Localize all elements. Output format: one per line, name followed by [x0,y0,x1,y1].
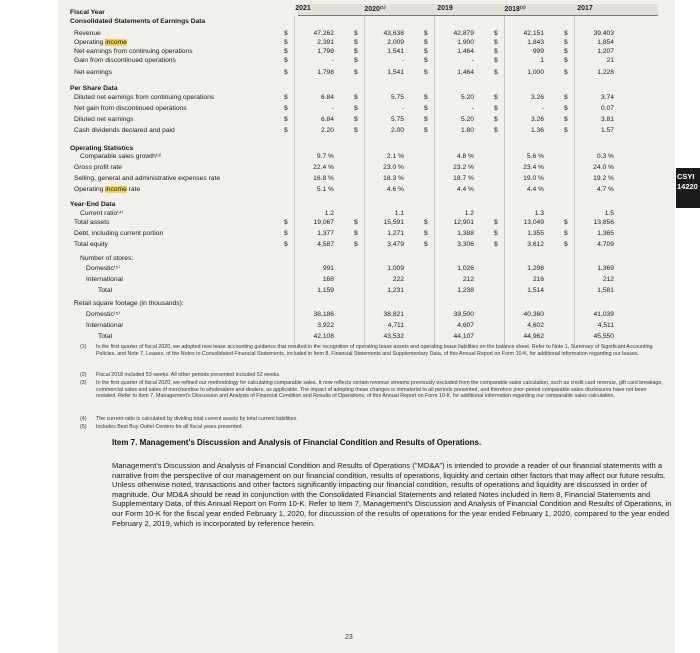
table-cell: 23.0 % [383,164,404,171]
table-cell: 44,962 [523,333,544,340]
table-cell: 222 [392,276,404,283]
table-cell: 43,638 [383,30,404,37]
table-cell: 39,500 [453,311,474,318]
currency-symbol: $ [424,48,428,55]
table-cell: 23.4 % [523,164,544,171]
table-cell: 4.4 % [526,186,544,193]
currency-symbol: $ [564,105,568,112]
table-cell: 19.2 % [593,175,614,182]
currency-symbol: $ [354,48,358,55]
table-cell: 1,854 [597,39,614,46]
table-cell: 1,377 [317,230,334,237]
table-cell: 3.26 [530,116,544,123]
currency-symbol: $ [494,69,498,76]
table-cell: 1,009 [387,265,404,272]
footnote-4: The current ratio is calculated by dividing total current assets by total current liabilities. [96,416,298,422]
currency-symbol: $ [494,57,498,64]
table-cell: 1,271 [387,230,404,237]
table-cell: 212 [462,276,474,283]
table-cell: 16.8 % [313,175,334,182]
row-label: International [86,276,123,283]
page-number: 23 [345,634,353,641]
table-cell: 19.0 % [523,175,544,182]
table-cell: 21 [606,57,614,64]
row-label: Current ratio⁽⁴⁾ [80,210,124,217]
table-cell: 0.3 % [596,153,614,160]
currency-symbol: $ [354,69,358,76]
year-header: 2018⁽²⁾ [504,6,526,13]
currency-symbol: $ [424,127,428,134]
section-operating-statistics: Operating Statistics [70,145,134,152]
currency-symbol: $ [494,241,498,248]
table-cell: 1,464 [457,48,474,55]
currency-symbol: $ [284,241,288,248]
table-cell: 2,391 [317,39,334,46]
currency-symbol: $ [354,30,358,37]
table-cell: 2.1 % [386,153,404,160]
row-label [74,39,127,47]
table-cell: 1.1 [394,210,404,217]
footnote-number: (4) [80,416,87,422]
currency-symbol: $ [354,94,358,101]
row-label [74,186,140,194]
header-rule [298,15,658,16]
table-cell: 6.84 [320,116,334,123]
currency-symbol: $ [564,57,568,64]
currency-symbol: $ [564,94,568,101]
table-cell: 0.07 [600,105,614,112]
table-cell: 1,298 [527,265,544,272]
table-cell: 40,360 [523,311,544,318]
currency-symbol: $ [354,57,358,64]
side-tag-line: CSYI [677,172,695,181]
currency-symbol: $ [354,127,358,134]
currency-symbol: $ [424,105,428,112]
currency-symbol: $ [564,116,568,123]
table-cell: 1,369 [597,265,614,272]
table-cell: 1,798 [317,48,334,55]
currency-symbol: $ [424,69,428,76]
currency-symbol: $ [354,116,358,123]
currency-symbol: $ [284,105,288,112]
currency-symbol: $ [284,219,288,226]
table-cell: 1,231 [387,287,404,294]
table-cell: - [471,105,474,112]
table-cell: 1.5 [604,210,614,217]
side-tag [676,168,700,208]
row-label: Revenue [74,30,101,37]
search-highlight: income [105,39,127,46]
currency-symbol: $ [494,127,498,134]
table-cell: 38,821 [383,311,404,318]
table-cell: 1.80 [460,127,474,134]
footnote-number: (3) [80,380,87,386]
currency-symbol: $ [284,39,288,46]
table-cell: 2,009 [387,39,404,46]
table-cell: 5.75 [390,94,404,101]
table-cell: 1,843 [527,39,544,46]
row-label: Cash dividends declared and paid [74,127,175,134]
table-cell: 43,532 [383,333,404,340]
currency-symbol: $ [564,39,568,46]
table-cell: 4,711 [387,322,404,329]
table-cell: 3,612 [527,241,544,248]
currency-symbol: $ [284,48,288,55]
table-cell: 2.20 [320,127,334,134]
footnote-3: In the first quarter of fiscal 2020, we refined our methodology for calculating comparable sales. It now reflects certain revenue streams previously excluded from the comparable sales calculation, such as credit card revenue, gift card breakage, commercial sales and sales of merchandise to wholesalers and dealers, as applicable. The impact of adopting these changes is immaterial to all periods presented, and therefore prior-period comparable sales disclosures have not been restated. Refer to Item 7, Management's Discussion and Analysis of Financial Condition and Results of Operations, of this Annual Report on Form 10-K, for additional information regarding our comparable sales calculation. [96,380,663,400]
currency-symbol: $ [424,30,428,37]
currency-symbol: $ [284,30,288,37]
row-label: Diluted net earnings [74,116,134,123]
currency-symbol: $ [354,105,358,112]
fiscal-year-label: Fiscal Year [70,9,105,16]
footnote-number: (1) [80,344,87,350]
currency-symbol: $ [564,241,568,248]
table-cell: 44,107 [453,333,474,340]
table-cell: 4.7 % [596,186,614,193]
table-cell: 18.7 % [453,175,474,182]
table-cell: 168 [322,276,334,283]
table-cell: 3.81 [600,116,614,123]
table-cell: 47,262 [313,30,334,37]
currency-symbol: $ [284,69,288,76]
table-cell: - [331,105,334,112]
table-cell: 4.8 % [456,153,474,160]
row-label-text: Operating [74,186,106,193]
currency-symbol: $ [564,48,568,55]
table-cell: 9.7 % [316,153,334,160]
row-label: Gross profit rate [74,164,122,171]
row-label: Net gain from discontinued operations [74,105,187,112]
table-cell: 999 [532,48,544,55]
table-cell: 3,306 [457,241,474,248]
table-cell: 5.20 [460,116,474,123]
table-cell: 3,479 [387,241,404,248]
table-cell: 3.74 [600,94,614,101]
retail-sqft-label: Retail square footage (in thousands): [74,300,184,307]
table-cell: 4.6 % [386,186,404,193]
table-cell: 212 [602,276,614,283]
table-cell: - [471,57,474,64]
table-cell: 15,591 [383,219,404,226]
table-cell: 1.2 [464,210,474,217]
table-cell: 4,511 [597,322,614,329]
currency-symbol: $ [424,57,428,64]
currency-symbol: $ [424,230,428,237]
year-header: 2021 [295,5,311,12]
table-cell: 18.3 % [383,175,404,182]
row-label: Selling, general and administrative expenses rate [74,175,221,182]
table-cell: 4,607 [457,322,474,329]
table-cell: 1,000 [527,69,544,76]
table-cell: 13,049 [523,219,544,226]
table-cell: 2.00 [390,127,404,134]
table-cell: 1,026 [457,265,474,272]
footnote-1: In the first quarter of fiscal 2020, we adopted new lease accounting guidance that resulted in the recognition of operating lease assets and operating lease liabilities on the balance sheet. Refer to Note 1, Summary of Significant Accounting Policies, and Note 7, Leases, of the Notes to Consolidated Financial Statements, included in Item 8, Financial Statements and Supplementary Data, of this Annual Report on Form 10-K, for additional information regarding our leases. [96,344,653,357]
table-cell: 1,365 [597,230,614,237]
table-cell: 991 [322,265,334,272]
table-cell: 1,798 [317,69,334,76]
table-cell: 5.75 [390,116,404,123]
table-cell: 1.36 [530,127,544,134]
table-cell: 1,207 [597,48,614,55]
table-cell: 4.4 % [456,186,474,193]
table-cell: 13,856 [593,219,614,226]
currency-symbol: $ [494,30,498,37]
section-year-end: Year-End Data [70,201,116,208]
row-label: Total assets [74,219,110,226]
table-cell: 5.20 [460,94,474,101]
table-cell: 1,388 [457,230,474,237]
row-label: Gain from discontinued operations [74,57,176,64]
table-cell: 1.57 [600,127,614,134]
row-label: Net earnings from continuing operations [74,48,193,55]
table-cell: - [401,105,404,112]
currency-symbol: $ [424,241,428,248]
table-cell: 42,108 [313,333,334,340]
row-label: Total [98,333,113,340]
search-highlight: income [105,186,127,193]
currency-symbol: $ [494,219,498,226]
item7-paragraph: Management's Discussion and Analysis of Financial Condition and Results of Operations ("MD&A") is intended to provide a reader of our financial statements with a narrative from the perspective of our management on our financial condition, results of operations, liquidity and certain other factors that may affect our future results. Unless otherwise noted, transactions and other factors significantly impacting our financial condition, results of operations and liquidity are discussed in order of magnitude. Our MD&A should be read in conjunction with the Consolidated Financial Statements and related Notes included in Item 8, Financial Statements and Supplementary Data, of this Annual Report on Form 10-K. Refer to Item 7, Management's Discussion and Analysis of Financial Condition and Results of Operations, in our Form 10-K for the fiscal year ended February 1, 2020, for discussion of the results of operations for the year ended February 1, 2020, compared to the year ended February 2, 2019, which is incorporated by reference herein. [112,461,672,528]
currency-symbol: $ [564,230,568,237]
row-label: Diluted net earnings from continuing operations [74,94,215,101]
table-cell: 6.84 [320,94,334,101]
currency-symbol: $ [284,127,288,134]
table-cell: 42,151 [523,30,544,37]
row-label: International [86,322,123,329]
table-cell: 4,709 [597,241,614,248]
table-cell: 1,355 [527,230,544,237]
currency-symbol: $ [354,230,358,237]
table-cell: 41,039 [593,311,614,318]
currency-symbol: $ [284,57,288,64]
table-cell: 1,514 [527,287,544,294]
number-of-stores-label: Number of stores: [80,255,134,262]
currency-symbol: $ [564,30,568,37]
row-label: Net earnings [74,69,112,76]
footnote-number: (2) [80,372,87,378]
table-cell: 4,602 [527,322,544,329]
currency-symbol: $ [494,48,498,55]
currency-symbol: $ [284,116,288,123]
currency-symbol: $ [564,69,568,76]
table-cell: 3.26 [530,94,544,101]
footnote-2: Fiscal 2018 included 53 weeks. All other periods presented included 52 weeks. [96,372,281,378]
table-cell: 19,067 [313,219,334,226]
table-cell: 1,228 [597,69,614,76]
currency-symbol: $ [354,241,358,248]
currency-symbol: $ [424,116,428,123]
section-per-share: Per Share Data [70,85,118,92]
table-cell: 1.3 [534,210,544,217]
table-cell: 22.4 % [313,164,334,171]
currency-symbol: $ [494,94,498,101]
document-page [58,0,675,653]
table-cell: 5.6 % [526,153,544,160]
row-label: Comparable sales growth⁽³⁾ [80,153,162,160]
row-label-text: Operating [74,39,106,46]
currency-symbol: $ [494,116,498,123]
table-cell: - [541,105,544,112]
currency-symbol: $ [424,94,428,101]
year-header: 2019 [437,5,453,12]
row-label: Domestic⁽⁵⁾ [86,311,120,318]
row-label: Total [98,287,113,294]
year-header: 2020⁽¹⁾ [364,6,386,13]
table-cell: 1 [540,57,544,64]
table-cell: 12,901 [453,219,474,226]
table-cell: 4,587 [317,241,334,248]
currency-symbol: $ [564,127,568,134]
table-cell: 42,879 [453,30,474,37]
section-consolidated: Consolidated Statements of Earnings Data [70,18,206,25]
table-cell: 1,238 [457,287,474,294]
currency-symbol: $ [424,219,428,226]
currency-symbol: $ [564,219,568,226]
table-cell: 39,403 [593,30,614,37]
footnote-number: (5) [80,424,87,430]
table-cell: 23.2 % [453,164,474,171]
currency-symbol: $ [284,230,288,237]
table-cell: 1,159 [317,287,334,294]
currency-symbol: $ [494,230,498,237]
table-cell: 1,541 [387,69,404,76]
row-label: Debt, including current portion [74,230,164,237]
item7-heading: Item 7. Management's Discussion and Analysis of Financial Condition and Results of Operations. [112,438,482,447]
table-cell: 1,464 [457,69,474,76]
row-label-text: rate [126,186,141,193]
table-cell: 216 [532,276,544,283]
row-label: Domestic⁽⁵⁾ [86,265,120,272]
currency-symbol: $ [284,94,288,101]
table-cell: 1,581 [597,287,614,294]
table-cell: 24.0 % [593,164,614,171]
currency-symbol: $ [354,39,358,46]
footnote-5: Includes Best Buy Outlet Centers for all fiscal years presented. [96,424,243,430]
currency-symbol: $ [494,39,498,46]
side-tag-line: 14220 [677,182,698,191]
table-cell: 45,550 [593,333,614,340]
table-cell: 38,186 [313,311,334,318]
year-header: 2017 [577,5,593,12]
table-cell: 1,541 [387,48,404,55]
table-cell: 1.2 [324,210,334,217]
currency-symbol: $ [354,219,358,226]
table-cell: 1,900 [457,39,474,46]
currency-symbol: $ [494,105,498,112]
table-cell: 3,922 [317,322,334,329]
currency-symbol: $ [424,39,428,46]
table-cell: - [331,57,334,64]
table-cell: - [401,57,404,64]
row-label: Total equity [74,241,108,248]
table-cell: 5.1 % [316,186,334,193]
